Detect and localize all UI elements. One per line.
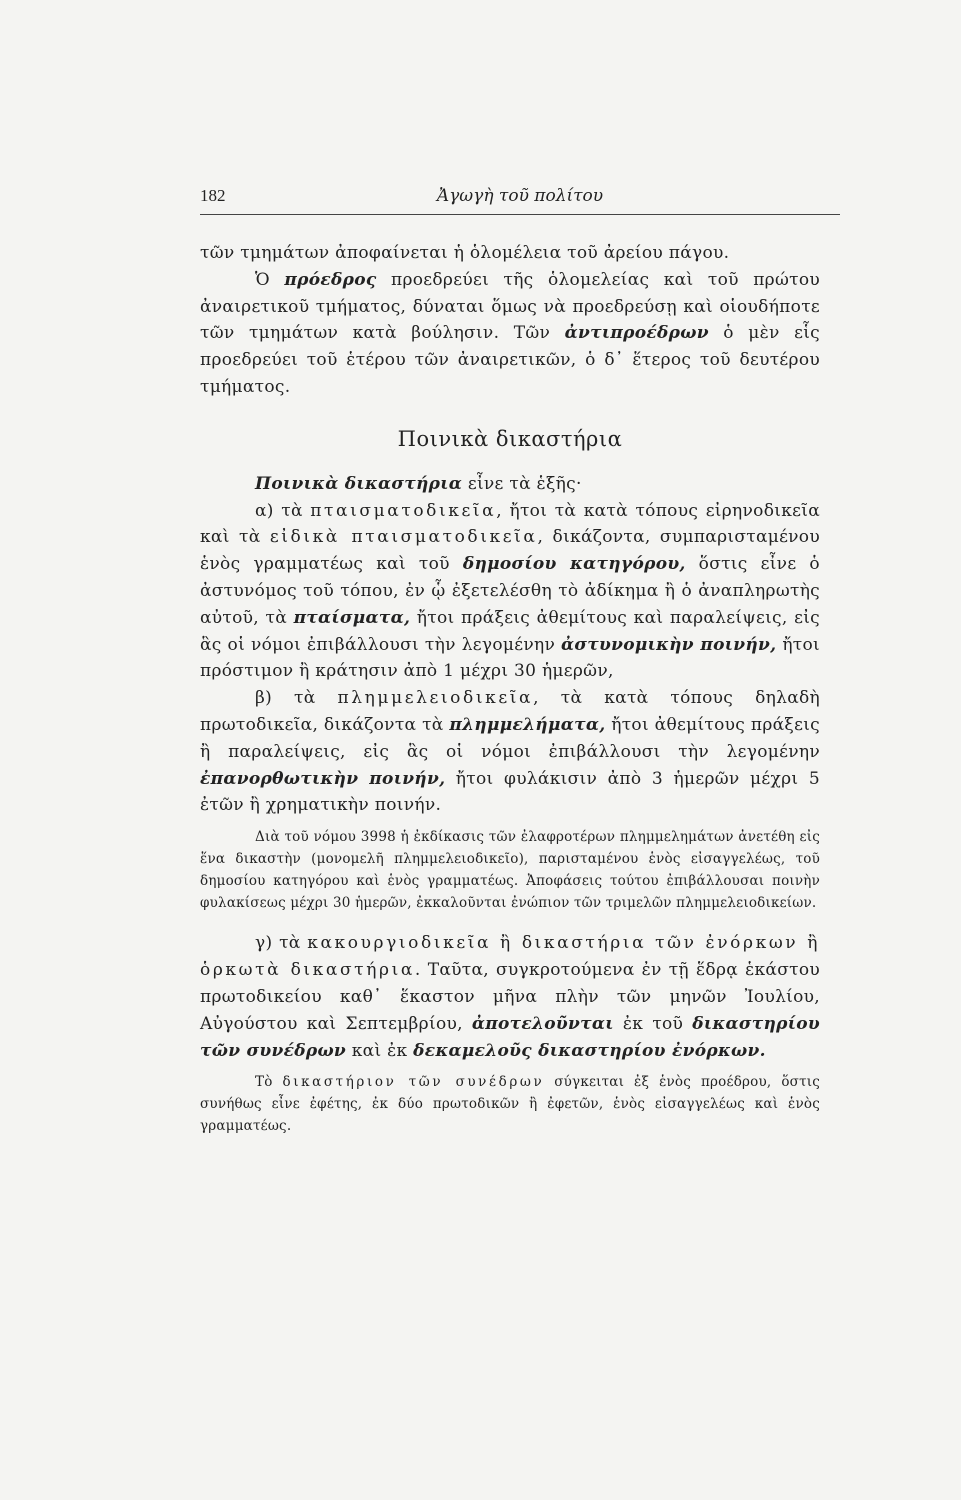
header-rule	[200, 214, 840, 215]
page-header	[200, 186, 840, 214]
paragraph-5: β) τὰ πλημμελειοδικεῖα, τὰ κατὰ τόπους δηλαδὴ πρωτοδικεῖα, δικάζοντα τὰ πλημμελήματα, ἤτοι ἀθεμίτους πράξεις ἢ παραλείψεις, εἰς ἃς οἱ νόμοι ἐπιβάλλουσι τὴν λεγομένην ἐπανορθωτικὴν ποινήν, ἤτοι φυλάκισιν ἀπὸ 3 ἡμερῶν μέχρι 5 ἐτῶν ἢ χρηματικὴν ποινήν.	[200, 688, 821, 816]
paragraph-1: τῶν τμημάτων ἀποφαίνεται ἡ ὁλομέλεια τοῦ ἀρείου πάγου.	[200, 243, 730, 263]
paragraph-2: Ὁ πρόεδρος προεδρεύει τῆς ὁλομελείας καὶ τοῦ πρώτου ἀναιρετικοῦ τμήματος, δύναται ὅμως νὰ προεδρεύσῃ καὶ οἱουδήποτε τῶν τμημάτων κατὰ βούλησιν. Τῶν ἀντιπροέδρων ὁ μὲν εἷς προεδρεύει τοῦ ἑτέρου τῶν ἀναιρετικῶν, ὁ δ᾿ ἕτερος τοῦ δευτέρου τμήματος.	[200, 269, 820, 397]
term-criminal-courts: Ποινικὰ δικαστήρια	[255, 473, 463, 494]
footnote-2: Τὸ δικαστήριον τῶν συνέδρων σύγκειται ἐξ ἑνὸς προέδρου, ὅστις συνήθως εἶνε ἐφέτης, ἐκ δύο πρωτοδικῶν ἢ ἐφετῶν, ἑνὸς εἰσαγγελέως καὶ ἑνὸς γραμματέως.	[200, 1074, 820, 1134]
paragraph-4: α) τὰ πταισματοδικεῖα, ἤτοι τὰ κατὰ τόπους εἰρηνοδικεῖα καὶ τὰ εἰδικὰ πταισματοδικεῖα, δικάζοντα, συμπαρισταμένου ἑνὸς γραμματέως καὶ τοῦ δημοσίου κατηγόρου, ὅστις εἶνε ὁ ἀστυνόμος τοῦ τόπου, ἐν ᾧ ἐξετελέσθη τὸ ἀδίκημα ἢ ὁ ἀναπληρωτὴς αὐτοῦ, τὰ πταίσματα, ἤτοι πράξεις ἀθεμίτους καὶ παραλείψεις, εἰς ἃς οἱ νόμοι ἐπιβάλλουσι τὴν λεγομένην ἀστυνομικὴν ποινήν, ἤτοι πρόστιμον ἢ κράτησιν ἀπὸ 1 μέχρι 30 ἡμερῶν,	[200, 500, 821, 682]
term-president: πρόεδρος	[284, 269, 377, 290]
paragraph-6: γ) τὰ κακουργιοδικεῖα ἢ δικαστήρια τῶν ἐνόρκων ἢ ὁρκωτὰ δικαστήρια. Ταῦτα, συγκροτούμενα ἐν τῇ ἕδρᾳ ἑκάστου πρωτοδικείου καθ᾿ ἕκαστον μῆνα πλὴν τῶν μηνῶν Ἰουλίου, Αὐγούστου καὶ Σεπτεμβρίου, ἀποτελοῦνται ἐκ τοῦ δικαστηρίου τῶν συνέδρων καὶ ἐκ δεκαμελοῦς δικαστηρίου ἐνόρκων.	[200, 933, 820, 1061]
running-title: Ἀγωγὴ τοῦ πολίτου	[436, 186, 604, 206]
paragraph-3: Ποινικὰ δικαστήρια εἶνε τὰ ἑξῆς·	[255, 473, 582, 494]
page-number: 182	[200, 186, 226, 205]
term-vice-presidents: ἀντιπροέδρων	[564, 323, 709, 344]
footnote-1: Διὰ τοῦ νόμου 3998 ἡ ἐκδίκασις τῶν ἐλαφροτέρων πλημμελημάτων ἀνετέθη εἰς ἕνα δικαστὴν (μονομελῆ πλημμελειοδικεῖο), παρισταμένου ἑνὸς εἰσαγγελέως, τοῦ δημοσίου κατηγόρου καὶ ἑνὸς γραμματέως. Ἀποφάσεις τούτου ἐπιβάλλουσαι ποινὴν φυλακίσεως μέχρι 30 ἡμερῶν, ἐκκαλοῦνται ἐνώπιον τῶν τριμελῶν πλημμελειοδικείων.	[200, 829, 820, 911]
page-body	[200, 240, 820, 1138]
section-heading: Ποινικὰ δικαστήρια	[397, 426, 623, 451]
